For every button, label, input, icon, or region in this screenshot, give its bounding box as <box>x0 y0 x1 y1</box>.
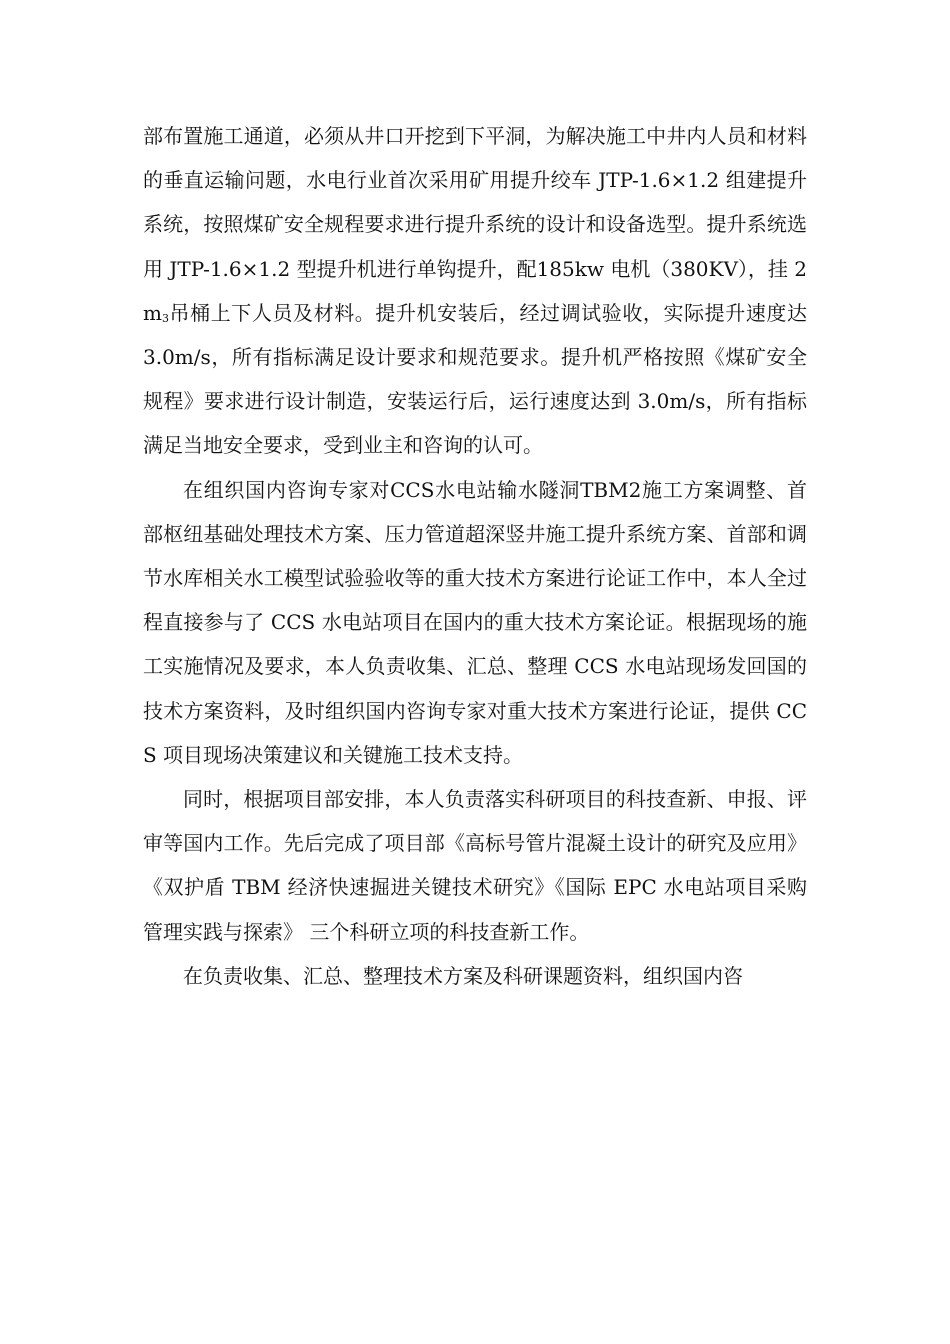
paragraph-continuation: 在负责收集、汇总、整理技术方案及科研课题资料，组织国内咨 <box>183 963 743 988</box>
paragraph-research-projects: 同时，根据项目部安排，本人负责落实科研项目的科技查新、申报、评审等国内工作。先后完成了项目部《高标号管片混凝土设计的研究及应用》《双护盾 TBM 经济快速掘进关键技术研究》《国际 EPC 水电站项目采购管理实践与探索》 三个科研立项的科技查新工作。 <box>143 787 807 944</box>
paragraph-expert-review: 在组织国内咨询专家对CCS水电站输水隧洞TBM2施工方案调整、首部枢纽基础处理技术方案、压力管道超深竖井施工提升系统方案、首部和调节水库相关水工模型试验验收等的重大技术方案进行论证工作中，本人全过程直接参与了 CCS 水电站项目在国内的重大技术方案论证。根据现场的施工实施情况及要求，本人负责收集、汇总、整理 CCS 水电站现场发回国的技术方案资料，及时组织国内咨询专家对重大技术方案进行论证，提供 CCS 项目现场决策建议和关键施工技术支持。 <box>143 477 807 767</box>
paragraph-hoist-system-text-b: 吊桶上下人员及材料。提升机安装后，经过调试验收，实际提升速度达 3.0m/s，所有指标满足设计要求和规范要求。提升机严格按照《煤矿安全规程》要求进行设计制造，安装运行后，运行速度达到 3.0m/s，所有指标满足当地安全要求，受到业主和咨询的认可。 <box>143 300 807 458</box>
document-body <box>143 114 807 998</box>
cubic-superscript: 3 <box>161 311 169 325</box>
paragraph-hoist-system-text-a: 部布置施工通道，必须从井口开挖到下平洞，为解决施工中井内人员和材料的垂直运输问题，水电行业首次采用矿用提升绞车 JTP-1.6×1.2 组建提升系统，按照煤矿安全规程要求进行提升系统的设计和设备选型。提升系统选用 JTP-1.6×1.2 型提升机进行单钩提升，配185kw 电机（380KV），挂 2m <box>143 124 807 325</box>
paragraph-hoist-system <box>143 114 807 468</box>
